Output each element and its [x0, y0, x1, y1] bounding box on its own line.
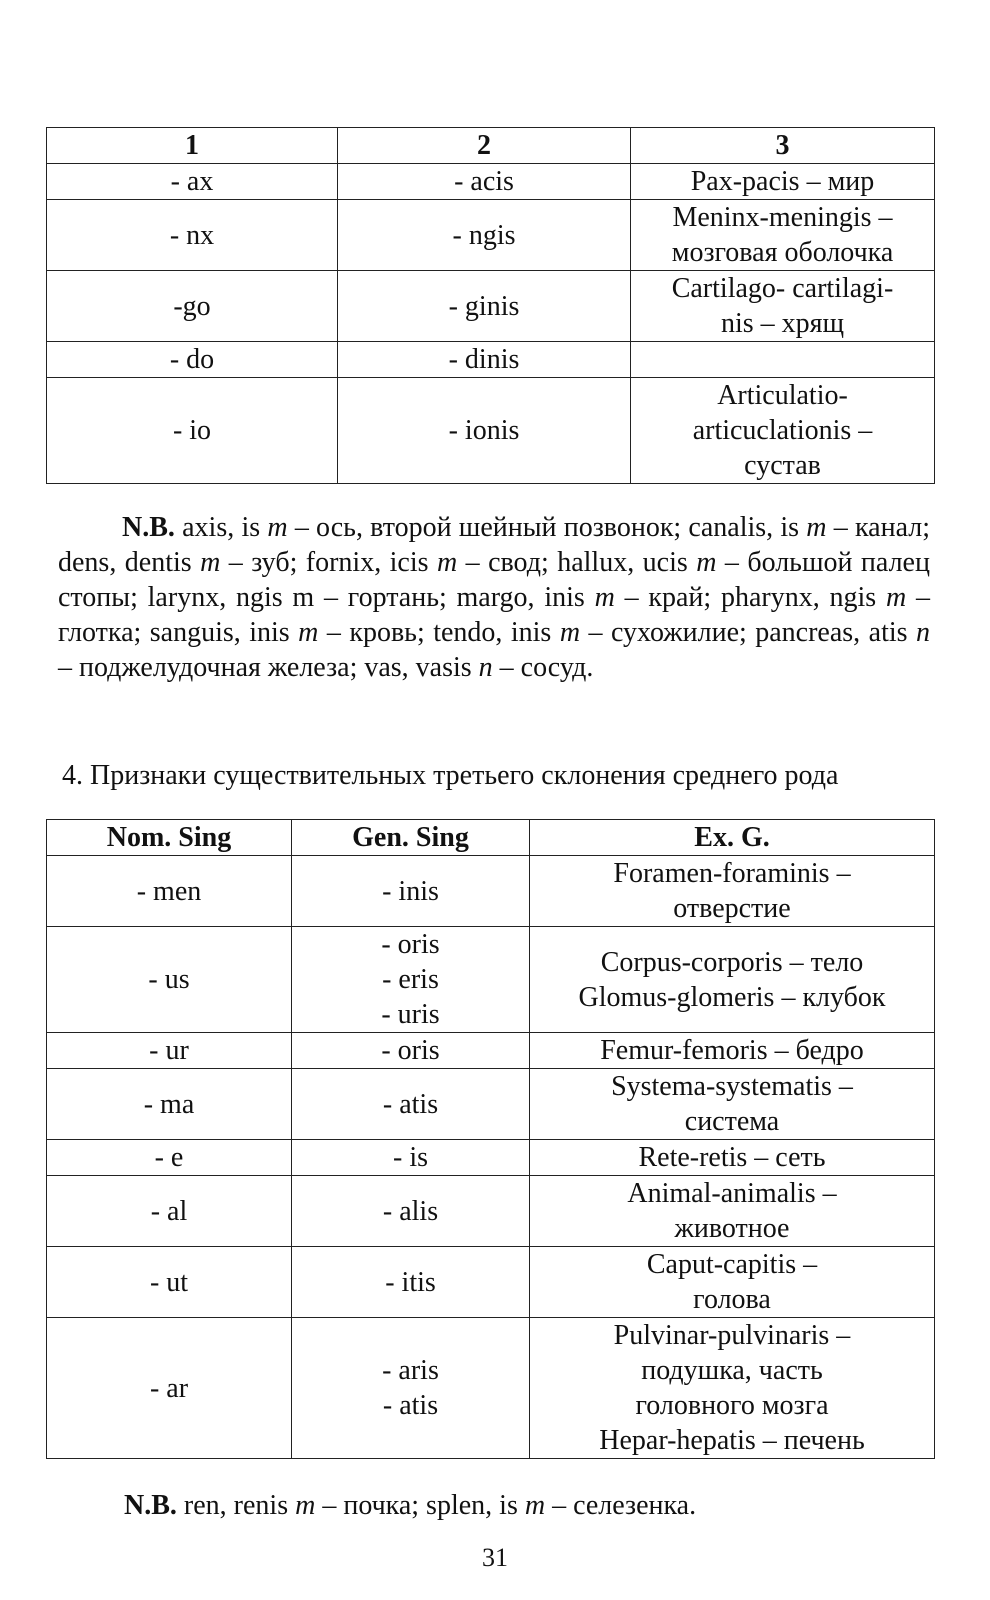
gender-mark: m: [295, 1490, 316, 1521]
table-row: [47, 271, 935, 342]
note-label: N.B.: [122, 512, 175, 543]
note-text: – кровь; tendo, inis: [318, 617, 560, 648]
example-cell: Cartilago- cartilagi- nis – хрящ: [631, 271, 935, 342]
note-text: – сухожилие; pancreas, atis: [580, 617, 917, 648]
gen-ending-cell: - is: [292, 1140, 530, 1176]
gender-mark: m: [267, 512, 288, 543]
gen-ending-cell: - alis: [292, 1176, 530, 1247]
page-number: 31: [482, 1543, 508, 1572]
nom-ending-cell: - ma: [47, 1069, 292, 1140]
column-header: 1: [47, 128, 338, 164]
note-text: – селезенка.: [545, 1490, 697, 1521]
column-header-gen: Gen. Sing: [292, 820, 530, 856]
note-text: – почка; splen, is: [315, 1490, 525, 1521]
note-label: N.B.: [124, 1490, 177, 1521]
nom-ending-cell: - e: [47, 1140, 292, 1176]
table-row: [47, 342, 935, 378]
nom-ending-cell: - ur: [47, 1033, 292, 1069]
example-cell: Articulatio- articuclationis – сустав: [631, 378, 935, 484]
gen-ending-cell: - dinis: [338, 342, 631, 378]
note-text: – глотка; sanguis, inis: [58, 582, 931, 648]
note-paragraph: [58, 510, 930, 685]
gen-ending-cell: - itis: [292, 1247, 530, 1318]
nom-ending-cell: - us: [47, 927, 292, 1033]
gender-mark: m: [524, 1490, 546, 1521]
endings-table-1: [46, 127, 935, 484]
gen-ending-cell: - ionis: [338, 378, 631, 484]
table-row: [47, 927, 935, 1033]
table-row: [47, 1247, 935, 1318]
example-cell: Corpus-corporis – тело Glomus-glomeris – клубок: [530, 927, 935, 1033]
column-header: 3: [631, 128, 935, 164]
table-row: [47, 856, 935, 927]
table-row: [47, 378, 935, 484]
column-header-example: Ex. G.: [530, 820, 935, 856]
nom-ending-cell: - al: [47, 1176, 292, 1247]
nom-ending-cell: - men: [47, 856, 292, 927]
section-heading: 4. Признаки существительных третьего склонения среднего рода: [62, 760, 839, 791]
table-row: [47, 1318, 935, 1459]
example-cell: Caput-capitis – голова: [530, 1247, 935, 1318]
gender-mark: m: [885, 582, 907, 613]
note-text: – сосуд.: [492, 652, 594, 683]
gender-mark: m: [806, 512, 827, 543]
gender-mark: m: [594, 582, 615, 613]
note-text: – большой палец стопы; larynx, ngis m – гортань; margo, inis: [58, 547, 930, 613]
gen-ending-cell: - ginis: [338, 271, 631, 342]
gender-mark: m: [436, 547, 458, 578]
nom-ending-cell: - do: [47, 342, 338, 378]
note-text: – зуб; fornix, icis: [220, 547, 437, 578]
table-row: [47, 1140, 935, 1176]
note-text: – поджелудочная железа; vas, vasis: [58, 652, 479, 683]
gender-mark: m: [298, 617, 319, 648]
table-row: [47, 1033, 935, 1069]
gen-ending-cell: - atis: [292, 1069, 530, 1140]
nom-ending-cell: - ar: [47, 1318, 292, 1459]
note-text: – ось, второй шейный позвонок; canalis, is: [287, 512, 807, 543]
gen-ending-cell: - acis: [338, 164, 631, 200]
table-row: [47, 200, 935, 271]
gen-ending-cell: - inis: [292, 856, 530, 927]
note-text: ren, renis: [176, 1490, 296, 1521]
column-header: 2: [338, 128, 631, 164]
example-cell: Pax-pacis – мир: [631, 164, 935, 200]
gender-mark: n: [478, 652, 493, 683]
table-row: [47, 164, 935, 200]
gender-mark: m: [559, 617, 581, 648]
table-row: [47, 1069, 935, 1140]
nom-ending-cell: - nx: [47, 200, 338, 271]
example-cell: Meninx-meningis – мозговая оболочка: [631, 200, 935, 271]
gen-ending-cell: - aris - atis: [292, 1318, 530, 1459]
table-row: [47, 1176, 935, 1247]
gender-mark: n: [916, 617, 931, 648]
example-cell: Animal-animalis – животное: [530, 1176, 935, 1247]
table-header-row: [47, 820, 935, 856]
gender-mark: m: [696, 547, 717, 578]
example-cell: Foramen-foraminis – отверстие: [530, 856, 935, 927]
neuter-endings-table: [46, 819, 935, 1459]
gen-ending-cell: - ngis: [338, 200, 631, 271]
nom-ending-cell: - io: [47, 378, 338, 484]
example-cell: Femur-femoris – бедро: [530, 1033, 935, 1069]
nom-ending-cell: -go: [47, 271, 338, 342]
note-text: – свод; hallux, ucis: [457, 547, 697, 578]
example-cell: [631, 342, 935, 378]
column-header-nom: Nom. Sing: [47, 820, 292, 856]
example-cell: Rete-retis – сеть: [530, 1140, 935, 1176]
note-text: – край; pharynx, ngis: [614, 582, 886, 613]
example-cell: Pulvinar-pulvinaris – подушка, часть головного мозга Hepar-hepatis – печень: [530, 1318, 935, 1459]
nom-ending-cell: - ax: [47, 164, 338, 200]
gen-ending-cell: - oris - eris - uris: [292, 927, 530, 1033]
table-header-row: [47, 128, 935, 164]
note-text: axis, is: [174, 512, 268, 543]
example-cell: Systema-systematis – система: [530, 1069, 935, 1140]
nom-ending-cell: - ut: [47, 1247, 292, 1318]
gen-ending-cell: - oris: [292, 1033, 530, 1069]
gender-mark: m: [200, 547, 221, 578]
note-paragraph: [124, 1488, 924, 1523]
note-text: – канал; dens, dentis: [58, 512, 930, 578]
